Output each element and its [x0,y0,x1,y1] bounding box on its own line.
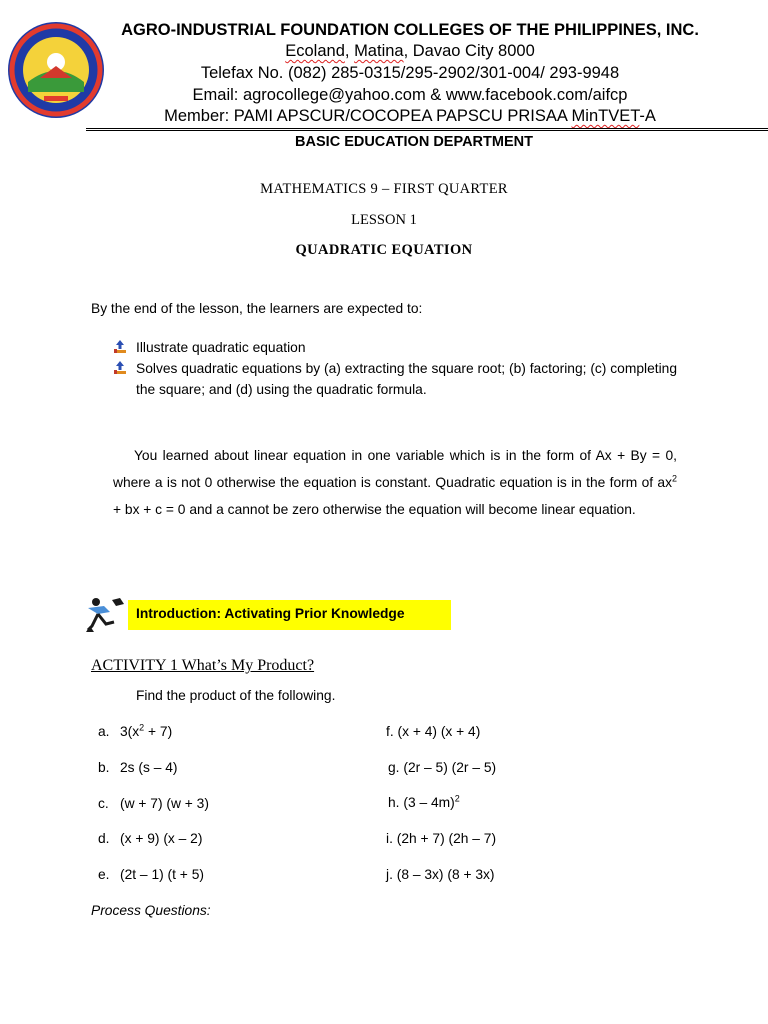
process-questions-label: Process Questions: [91,903,211,918]
exercise-item [98,867,204,882]
department-title: BASIC EDUCATION DEPARTMENT [295,134,533,150]
objectives-intro: By the end of the lesson, the learners are expected to: [91,301,423,316]
activity-title: ACTIVITY 1 What’s My Product? [91,657,315,674]
activity-instruction: Find the product of the following. [136,688,336,703]
objective-item: Illustrate quadratic equation [136,340,306,355]
exercise-label: h. [388,795,400,810]
paragraph-part1: You learned about linear equation in one variable which is in the form of Ax + By = 0, where a is not 0 otherwise the equation is constant. Quadratic equation is in the form of ax [113,448,677,490]
exercise-label: b. [98,760,110,775]
exercise-label: c. [98,796,109,811]
exercise-item [386,831,496,846]
exercise-label: e. [98,867,110,882]
college-seal-logo [6,20,106,120]
paragraph-part2: + bx + c = 0 and a cannot be zero otherwise the equation will become linear equation. [113,502,636,517]
exercise-item [98,724,172,739]
exercise-expression: (x + 4) (x + 4) [397,724,481,739]
member-suffix: -A [639,107,656,125]
intro-paragraph [113,442,677,523]
email-line: Email: agrocollege@yahoo.com & www.facebook.com/aifcp [192,86,628,104]
exercise-expression: (x + 9) (x – 2) [120,831,203,846]
exercise-expression-tail: + 7) [144,724,173,739]
figure-icon [84,596,128,636]
paragraph-superscript: 2 [671,473,677,484]
exercise-expression: 2s (s – 4) [120,760,178,775]
exercise-item [388,760,496,775]
address-sep-1: , [344,42,355,60]
exercise-expression: (w + 7) (w + 3) [120,796,209,811]
address-line [110,42,710,61]
address-city: , Davao City 8000 [403,42,535,60]
lesson-topic: QUADRATIC EQUATION [295,242,473,258]
exercise-label: a. [98,724,110,739]
arrow-bullet-icon [113,340,127,354]
address-ecoland: Ecoland [285,42,345,60]
address-matina: Matina [354,42,404,60]
lesson-number: LESSON 1 [351,212,417,228]
exercise-label: j. [386,867,393,882]
exercise-expression: (2r – 5) (2r – 5) [403,760,497,775]
exercise-label: d. [98,831,110,846]
arrow-bullet-icon [113,361,127,375]
exercise-exponent: 2 [454,793,460,804]
exercise-expression: (8 – 3x) (8 + 3x) [396,867,495,882]
exercise-label: f. [386,724,394,739]
exercise-item [386,867,495,882]
exercise-expression: (3 – 4m) [403,795,455,810]
exercise-item [98,796,209,811]
member-prefix: Member: PAMI APSCUR/COCOPEA PAPSCU PRISAA [164,107,572,125]
section-banner-title: Introduction: Activating Prior Knowledge [136,606,405,621]
telefax-line: Telefax No. (082) 285-0315/295-2902/301-004/ 293-9948 [200,64,620,82]
exercise-item [388,795,460,810]
exercise-exponent: 2 [139,722,145,733]
member-mintvet: MinTVET [571,107,640,125]
institution-name: AGRO-INDUSTRIAL FOUNDATION COLLEGES OF THE PHILIPPINES, INC. [121,21,699,39]
exercise-item [98,760,178,775]
exercise-item [386,724,480,739]
exercise-item [98,831,202,846]
exercise-label: g. [388,760,400,775]
exercise-expression: (2t – 1) (t + 5) [120,867,204,882]
exercise-expression: (2h + 7) (2h – 7) [396,831,497,846]
exercise-label: i. [386,831,393,846]
header-divider [86,128,768,131]
exercise-expression: 3(x [120,724,140,739]
objective-item: Solves quadratic equations by (a) extracting the square root; (b) factoring; (c) completing the square; and (d) using the quadratic formula. [136,361,677,397]
member-line [110,107,710,126]
course-title: MATHEMATICS 9 – FIRST QUARTER [260,181,508,197]
